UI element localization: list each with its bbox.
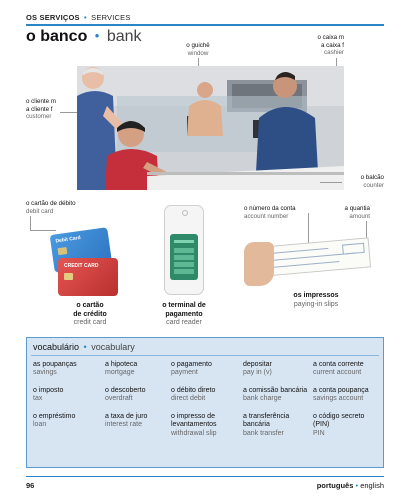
leader-debito-v (30, 216, 31, 230)
title-dot: • (94, 28, 100, 43)
vocab-item: o empréstimo loan (33, 413, 76, 429)
vocabulary-title: vocabulário • vocabulary (33, 342, 135, 352)
vocab-item: o impresso de levantamentos withdrawal slip (171, 413, 217, 437)
vocab-item: a comissão bancária bank charge (243, 387, 308, 403)
card-reader-screen (170, 234, 198, 280)
leader-numero-conta (308, 213, 309, 245)
leader-debito-h (30, 230, 56, 231)
footer-languages: português • english (316, 481, 384, 490)
vocab-item: as poupanças savings (33, 361, 77, 377)
footer-rule (26, 476, 384, 477)
vocab-item: o descoberto overdraft (105, 387, 146, 403)
vocab-item: o pagamento payment (171, 361, 212, 377)
vocab-item: a transferência bancária bank transfer (243, 413, 290, 437)
label-numero-conta: o número da conta account number (244, 205, 296, 220)
header-rule (26, 24, 384, 26)
credit-card-text: CREDIT CARD (64, 263, 99, 269)
credit-card (58, 258, 118, 296)
card-reader-device (164, 205, 204, 295)
section-title-pt: OS SERVIÇOS (26, 13, 80, 22)
label-guiche: o guichê window (186, 42, 210, 57)
label-cliente: o cliente m a cliente f customer (26, 98, 56, 121)
debit-card-text: Debit Card (55, 234, 82, 245)
leader-balcao (320, 182, 342, 183)
vocab-item: depositar pay in (v) (243, 361, 272, 377)
vocab-item: a conta poupança savings account (313, 387, 369, 403)
label-cartao-credito: o cartão de crédito credit card (73, 302, 107, 327)
card-chip-icon (64, 273, 73, 280)
vocab-item: o código secreto (PIN) PIN (313, 413, 365, 437)
bank-scene-illustration (77, 66, 344, 190)
label-quantia: a quantia amount (344, 205, 370, 220)
page-title (26, 28, 142, 46)
section-title-en: SERVICES (91, 13, 131, 22)
section-separator: • (84, 13, 87, 22)
card-chip-icon (58, 247, 68, 255)
page-number: 96 (26, 481, 35, 490)
label-balcao: o balcão counter (360, 174, 384, 189)
vocabulary-box (26, 337, 384, 468)
bank-photo (77, 66, 344, 190)
hand-image (244, 242, 274, 286)
vocab-item: o débito direto direct debit (171, 387, 216, 403)
paying-in-slip (261, 237, 371, 276)
page-title-en: bank (106, 28, 142, 45)
vocab-item: a taxa de juro interest rate (105, 413, 148, 429)
section-header (26, 13, 131, 22)
vocab-item: o imposto tax (33, 387, 64, 403)
vocab-item: a conta corrente current account (313, 361, 364, 377)
contactless-icon (182, 210, 188, 216)
vocabulary-rule (31, 355, 379, 356)
label-impressos: os impressos paying-in slips (293, 292, 339, 308)
label-caixa: o caixa m a caixa f cashier (317, 34, 344, 57)
label-terminal: o terminal de pagamento card reader (162, 302, 206, 327)
page-title-pt: o banco (26, 28, 88, 45)
vocab-item: a hipoteca mortgage (105, 361, 138, 377)
label-cartao-debito: o cartão de débito debit card (26, 200, 76, 215)
